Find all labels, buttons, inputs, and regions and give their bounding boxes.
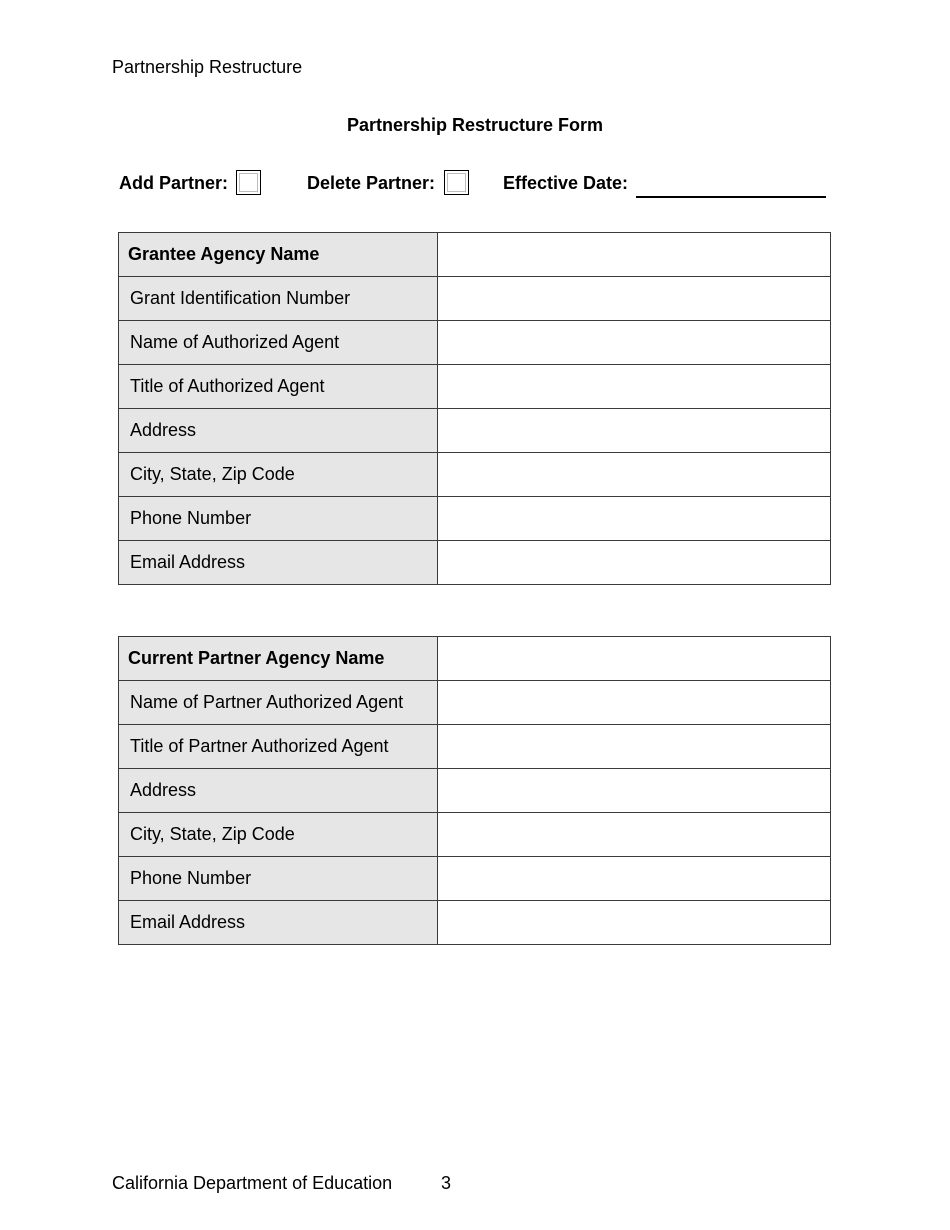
grantee-email-label: Email Address <box>119 541 438 585</box>
table-row <box>119 277 831 321</box>
partner-address-field[interactable] <box>438 769 831 813</box>
table-row <box>119 681 831 725</box>
grant-id-number-label: Grant Identification Number <box>119 277 438 321</box>
partner-email-label: Email Address <box>119 901 438 945</box>
add-partner-checkbox[interactable] <box>236 170 261 195</box>
table-row <box>119 497 831 541</box>
partner-agent-name-label: Name of Partner Authorized Agent <box>119 681 438 725</box>
partner-info-table <box>118 636 831 945</box>
grantee-email-field[interactable] <box>438 541 831 585</box>
effective-date-label: Effective Date: <box>503 173 629 193</box>
partner-city-state-zip-field[interactable] <box>438 813 831 857</box>
add-partner-label: Add Partner: <box>119 173 229 193</box>
authorized-agent-name-label: Name of Authorized Agent <box>119 321 438 365</box>
grantee-agency-name-label: Grantee Agency Name <box>119 233 438 277</box>
page-header: Partnership Restructure <box>112 57 303 77</box>
footer-organization: California Department of Education <box>112 1173 393 1193</box>
table-row <box>119 901 831 945</box>
grantee-phone-label: Phone Number <box>119 497 438 541</box>
table-row <box>119 541 831 585</box>
table-row <box>119 365 831 409</box>
table-row <box>119 857 831 901</box>
partner-phone-field[interactable] <box>438 857 831 901</box>
partner-agent-name-field[interactable] <box>438 681 831 725</box>
table-row <box>119 637 831 681</box>
grantee-phone-field[interactable] <box>438 497 831 541</box>
table-row <box>119 453 831 497</box>
grantee-city-state-zip-field[interactable] <box>438 453 831 497</box>
partner-address-label: Address <box>119 769 438 813</box>
authorized-agent-title-label: Title of Authorized Agent <box>119 365 438 409</box>
authorized-agent-name-field[interactable] <box>438 321 831 365</box>
options-row <box>119 168 839 198</box>
effective-date-field[interactable] <box>636 196 826 198</box>
delete-partner-label: Delete Partner: <box>307 173 436 193</box>
grantee-city-state-zip-label: City, State, Zip Code <box>119 453 438 497</box>
partner-agency-name-field[interactable] <box>438 637 831 681</box>
partner-agent-title-label: Title of Partner Authorized Agent <box>119 725 438 769</box>
partner-agent-title-field[interactable] <box>438 725 831 769</box>
footer-page-number: 3 <box>441 1173 452 1193</box>
table-row <box>119 233 831 277</box>
grantee-info-table <box>118 232 831 585</box>
table-row <box>119 725 831 769</box>
partner-city-state-zip-label: City, State, Zip Code <box>119 813 438 857</box>
delete-partner-checkbox[interactable] <box>444 170 469 195</box>
grant-id-number-field[interactable] <box>438 277 831 321</box>
grantee-address-field[interactable] <box>438 409 831 453</box>
partner-phone-label: Phone Number <box>119 857 438 901</box>
authorized-agent-title-field[interactable] <box>438 365 831 409</box>
grantee-agency-name-field[interactable] <box>438 233 831 277</box>
form-title: Partnership Restructure Form <box>346 115 604 135</box>
table-row <box>119 321 831 365</box>
partner-agency-name-label: Current Partner Agency Name <box>119 637 438 681</box>
table-row <box>119 769 831 813</box>
grantee-address-label: Address <box>119 409 438 453</box>
table-row <box>119 409 831 453</box>
table-row <box>119 813 831 857</box>
partner-email-field[interactable] <box>438 901 831 945</box>
